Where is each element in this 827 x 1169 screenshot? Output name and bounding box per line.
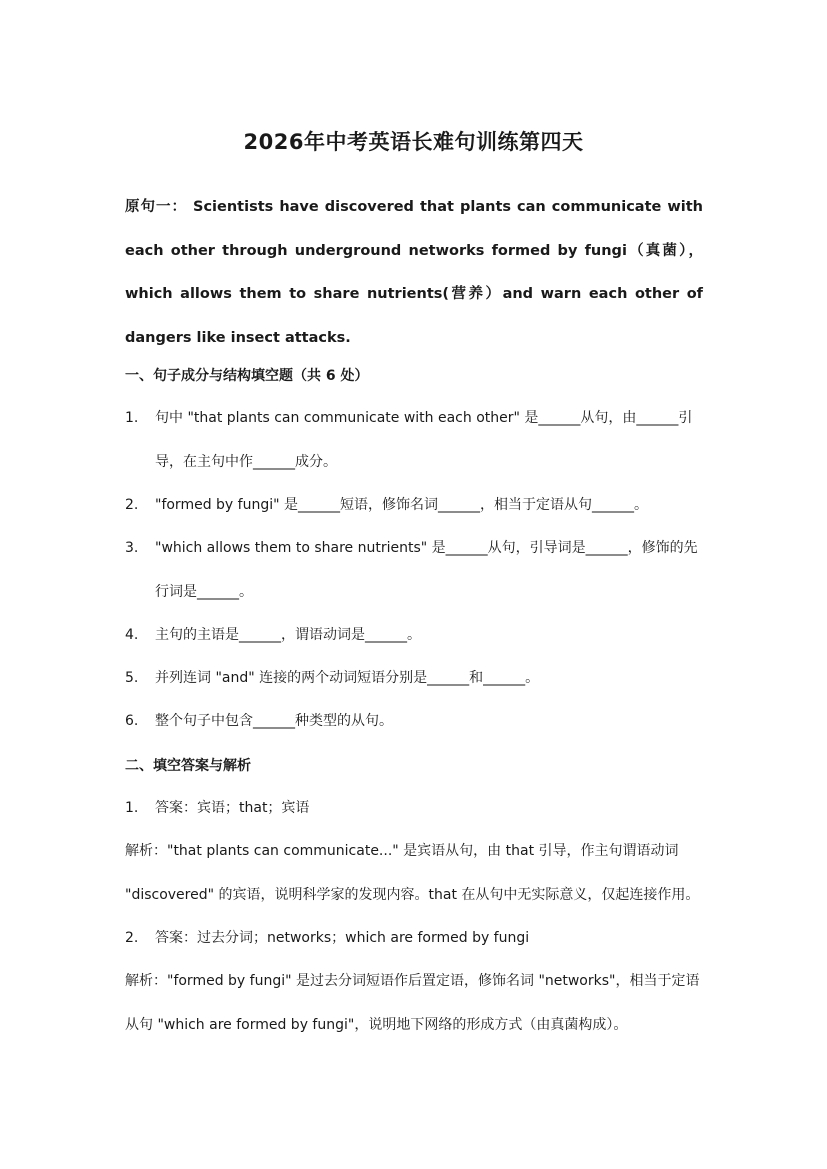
question-item [125,700,703,744]
page-title: 2026年中考英语长难句训练第四天 [243,130,584,154]
answer-item [125,787,703,831]
question-text: "formed by fungi" 是______短语，修饰名词______，相当于定语从句______。 [155,497,648,513]
section-heading-answers: 二、填空答案与解析 [125,758,251,774]
analysis-paragraph: 解析："that plants can communicate..." 是宾语从句，由 that 引导，作主句谓语动词 "discovered" 的宾语，说明科学家的发现内容。that 在从句中无实际意义，仅起连接作用。 [125,843,700,903]
answer-item [125,917,703,961]
question-number: 5. [125,670,139,686]
question-number: 4. [125,627,139,643]
question-number: 1. [125,410,139,426]
question-text: 主句的主语是______，谓语动词是______。 [155,627,421,643]
question-number: 2. [125,497,139,513]
question-item [125,527,703,614]
answer-number: 2. [125,930,139,946]
answer-text: 答案：过去分词；networks；which are formed by fungi [155,930,530,946]
answer-number: 1. [125,800,139,816]
question-item [125,657,703,701]
question-text: 并列连词 "and" 连接的两个动词短语分别是______和______。 [155,670,540,686]
analysis-paragraph: 解析："formed by fungi" 是过去分词短语作后置定语，修饰名词 "networks"，相当于定语从句 "which are formed by fungi"，说明地下网络的形成方式（由真菌构成）。 [125,973,700,1033]
question-number: 6. [125,713,139,729]
original-sentence: 原句一： Scientists have discovered that plants can communicate with each other through underground networks formed by fungi（真菌），which allows them to share nutrients(营养）and warn each other of dangers like insect attacks. [125,199,703,346]
section-heading-fill-in: 一、句子成分与结构填空题（共 6 处） [125,368,369,384]
question-text: "which allows them to share nutrients" 是______从句，引导词是______，修饰的先行词是______。 [155,540,698,600]
question-text: 整个句子中包含______种类型的从句。 [155,713,393,729]
answer-text: 答案：宾语；that；宾语 [155,800,310,816]
question-item [125,614,703,658]
question-item [125,397,703,484]
question-number: 3. [125,540,139,556]
question-text: 句中 "that plants can communicate with each other" 是______从句，由______引导，在主句中作______成分。 [155,410,693,470]
question-item [125,484,703,528]
